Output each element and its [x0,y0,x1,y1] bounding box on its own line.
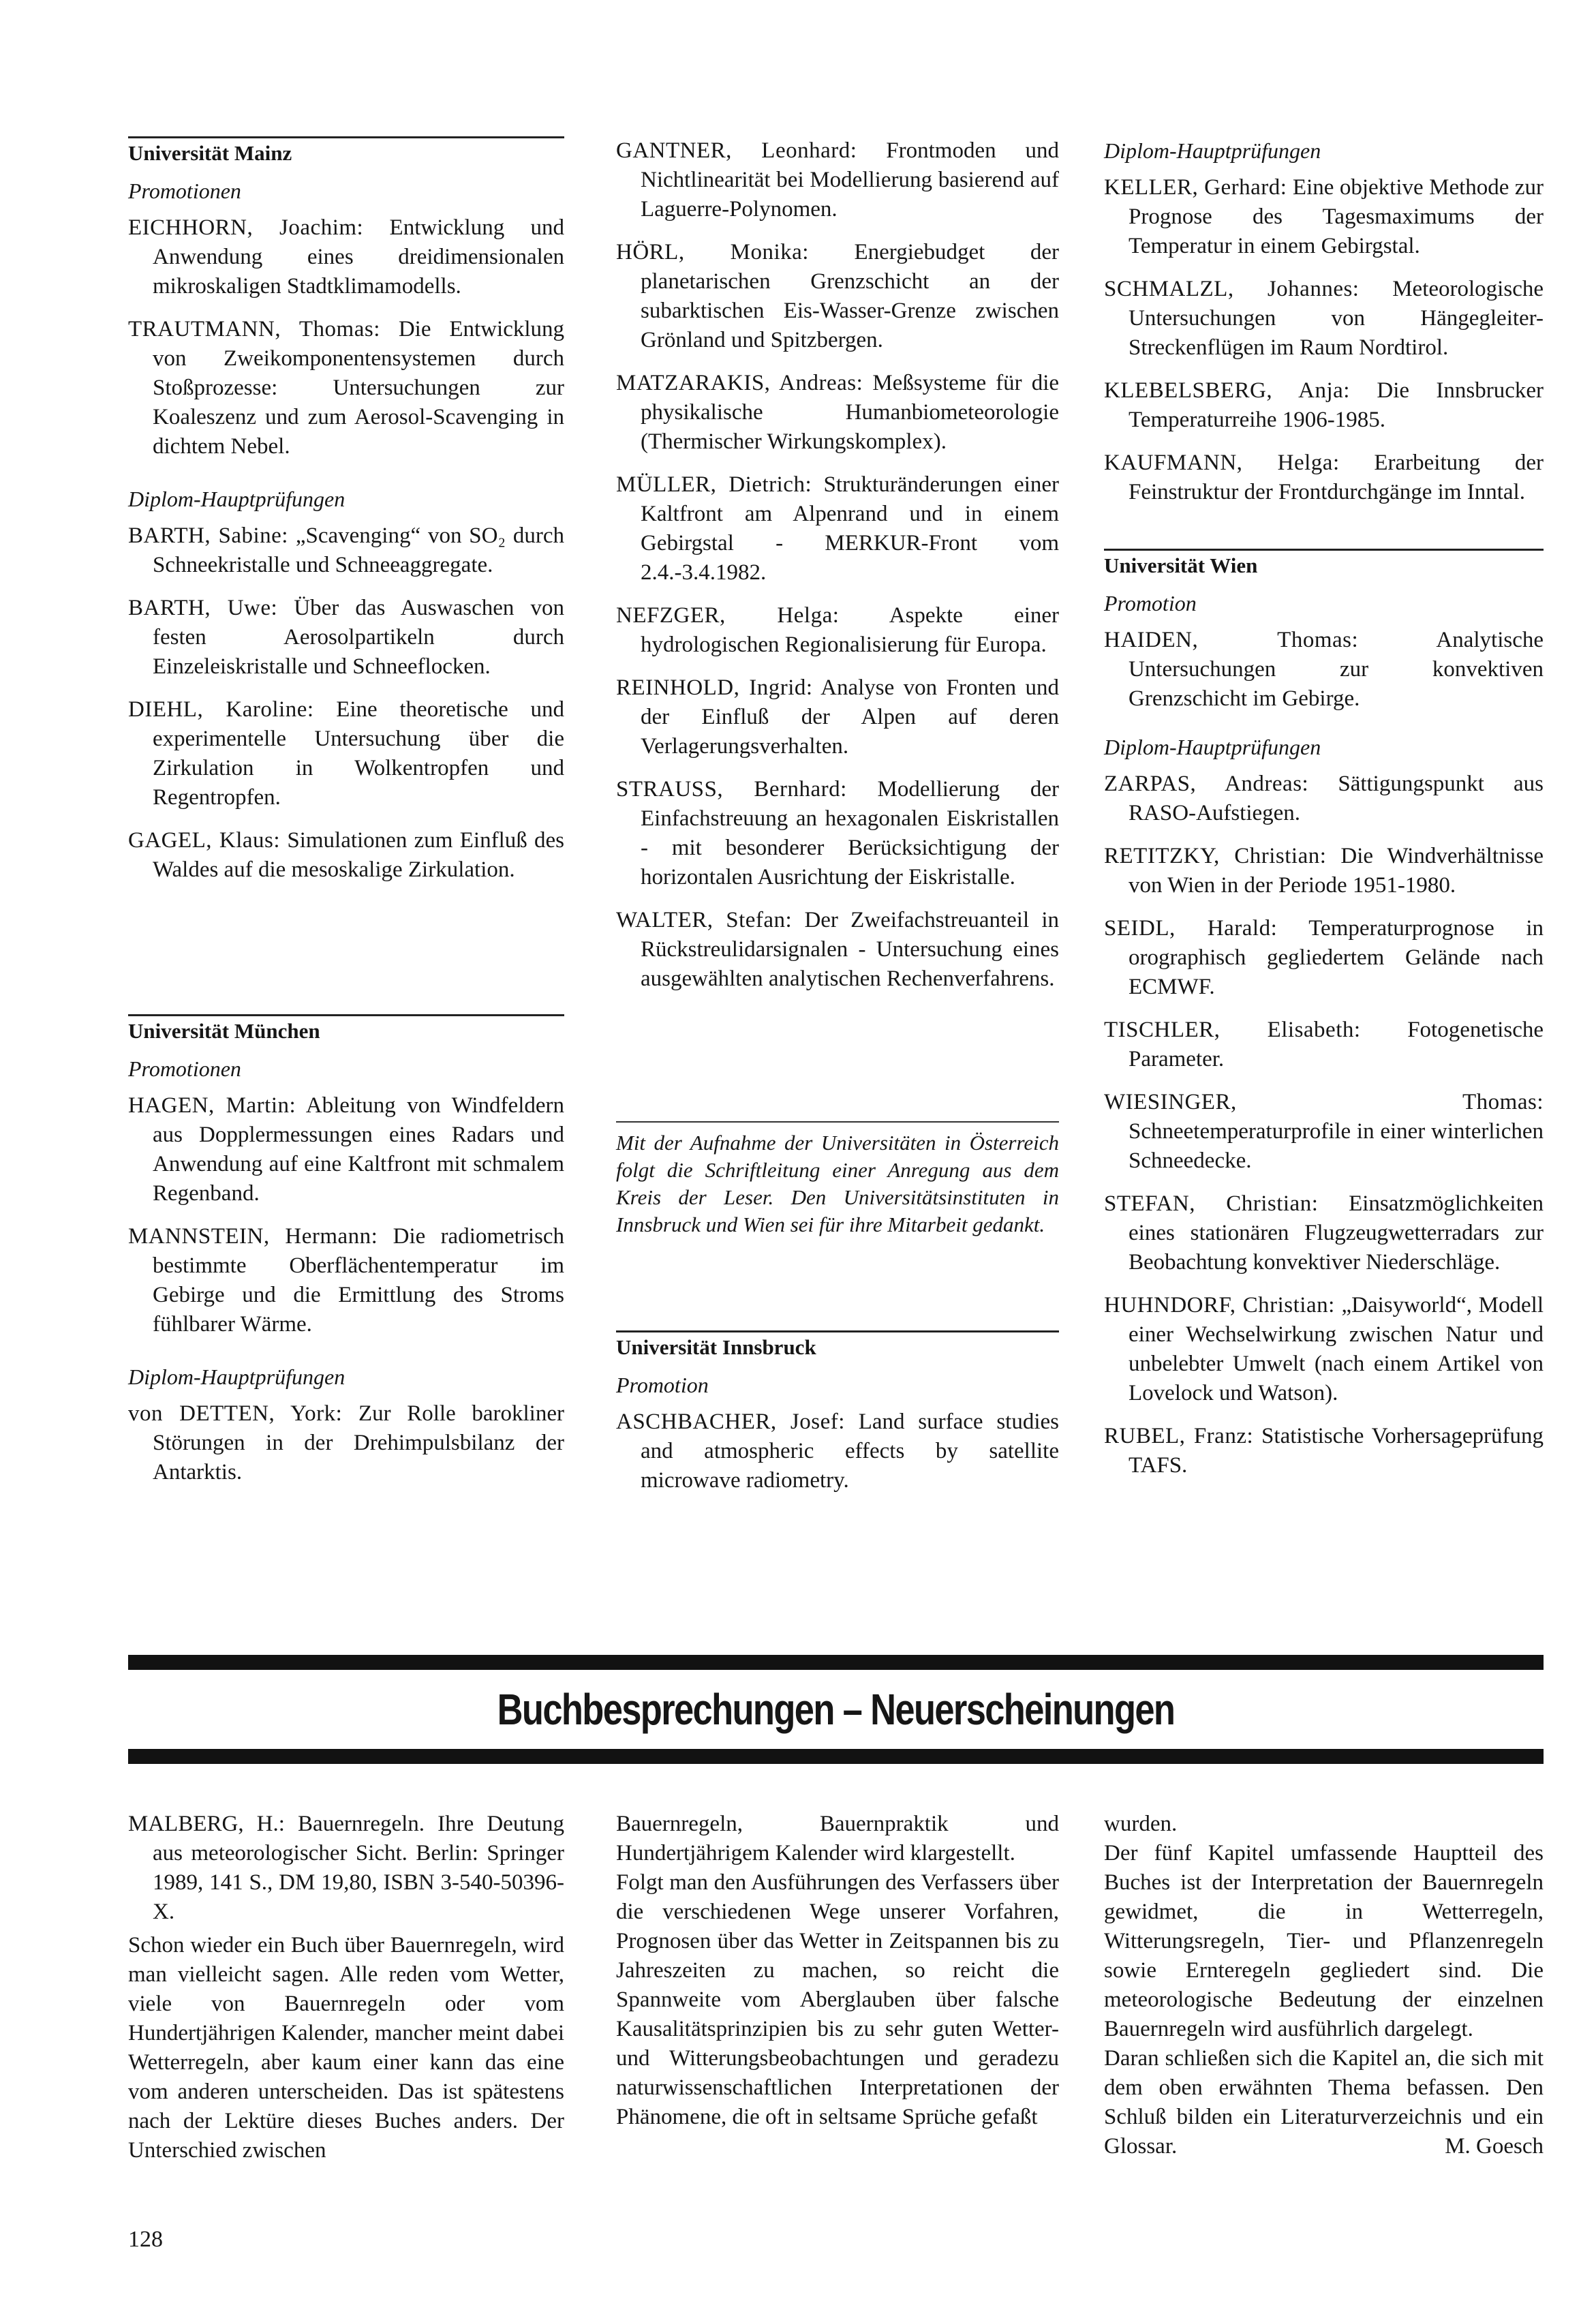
list-item: SCHMALZL, Johannes: Meteorologische Untersuchungen von Hängegleiter-Streckenflügen im Raum Nordtirol. [1104,277,1544,360]
column-3 [1104,136,1544,521]
page-number: 128 [128,2227,163,2252]
review-signature: M. Goesch [1445,2134,1544,2159]
column-1-muenchen [128,1014,564,1501]
review-column-3 [1104,1810,1544,2161]
list-item: EICHHORN, Joachim: Entwicklung und Anwendung eines dreidimensionalen mikroskaligen Stadtklimamodells. [128,215,565,299]
list-item: von DETTEN, York: Zur Rolle barokliner Störungen in der Drehimpulsbilanz der Antarktis. [128,1401,564,1484]
list-item: RETITZKY, Christian: Die Windverhältnisse von Wien in der Periode 1951-1980. [1104,844,1544,898]
column-3-wien [1104,549,1544,1494]
list-item: HÖRL, Monika: Energiebudget der planetarischen Grenzschicht an der subarktischen Eis-Wasser-Grenze zwischen Grönland und Spitzbergen. [616,240,1060,352]
muenchen-diplom-label: Diplom-Hauptprüfungen [128,1365,346,1389]
column-2 [616,136,1059,1007]
list-item: KAUFMANN, Helga: Erarbeitung der Feinstruktur der Frontdurchgänge im Inntal. [1104,451,1544,504]
heading-universitaet-innsbruck: Universität Innsbruck [616,1330,1059,1361]
list-item: MATZARAKIS, Andreas: Meßsysteme für die physikalische Humanbiometeorologie (Thermischer Wirkungskomplex). [616,371,1060,454]
wien-diplom-label: Diplom-Hauptprüfungen [1104,735,1321,759]
section-title: Buchbesprechungen – Neuerscheinungen [497,1685,1175,1734]
list-item: WIESINGER, Thomas: Schneetemperaturprofile in einer winterlichen Schneedecke. [1104,1090,1544,1173]
editorial-note: Mit der Aufnahme der Universitäten in Österreich folgt die Schriftleitung einer Anregung aus dem Kreis der Leser. Den Universitätsinstituten in Innsbruck und Wien sei für ihre Mitarbeit gedankt. [616,1121,1059,1238]
review-citation: MALBERG, H.: Bauernregeln. Ihre Deutung aus meteorologischer Sicht. Berlin: Springer 1989, 141 S., DM 19,80, ISBN 3-540-50396-X. [128,1812,564,1924]
review-paragraph: Schon wieder ein Buch über Bauernregeln, wird man vielleicht sagen. Alle reden vom Wetter, viele von Bauernregeln oder vom Hundertjährigen Kalender, mancher meint dabei Wetterregeln, aber kaum einer kann das eine vom anderen unterscheiden. Das ist spätestens nach der Lektüre dieses Buches anders. Der Unterschied zwischen [128,1933,564,2163]
heading-universitaet-muenchen: Universität München [128,1014,564,1045]
heading-universitaet-mainz: Universität Mainz [128,136,564,167]
list-item: RUBEL, Franz: Statistische Vorhersageprüfung TAFS. [1104,1424,1544,1478]
list-item: WALTER, Stefan: Der Zweifachstreuanteil in Rückstreulidarsignalen - Untersuchung eines ausgewählten analytischen Rechenverfahrens. [616,908,1060,991]
section-rule-bottom [128,1749,1544,1764]
list-item: STEFAN, Christian: Einsatzmöglichkeiten eines stationären Flugzeugwetterradars zur Beobachtung konvektiver Niederschläge. [1104,1191,1544,1275]
list-item: REINHOLD, Ingrid: Analyse von Fronten und der Einfluß der Alpen auf deren Verlagerungsverhalten. [616,675,1059,759]
heading-universitaet-wien: Universität Wien [1104,549,1544,579]
list-item: MANNSTEIN, Hermann: Die radiometrisch bestimmte Oberflächentemperatur im Gebirge und die Ermittlung des Stroms fühlbarer Wärme. [128,1224,564,1337]
section-rule-top [128,1655,1544,1670]
review-paragraph: Daran schließen sich die Kapitel an, die sich mit dem oben erwähnten Thema befassen. Den Schluß bilden ein Literaturverzeichnis und ein Glossar. M. Goesch [1104,2044,1544,2161]
list-item: KLEBELSBERG, Anja: Die Innsbrucker Temperaturreihe 1906-1985. [1104,378,1544,432]
list-item: GANTNER, Leonhard: Frontmoden und Nichtlinearität bei Modellierung basierend auf Laguerre-Polynomen. [616,138,1060,222]
review-paragraph: Bauernregeln, Bauernpraktik und Hundertjährigem Kalender wird klargestellt. [616,1812,1059,1865]
list-item: MÜLLER, Dietrich: Strukturänderungen einer Kaltfront am Alpenrand und in einem Gebirgstal - MERKUR-Front vom 2.4.-3.4.1982. [616,472,1059,585]
list-item: TISCHLER, Elisabeth: Fotogenetische Parameter. [1104,1018,1544,1071]
list-item: GAGEL, Klaus: Simulationen zum Einfluß des Waldes auf die mesoskalige Zirkulation. [128,828,565,882]
muenchen-promotionen-label: Promotionen [128,1056,241,1081]
column-2-innsbruck [616,1330,1059,1509]
list-item: SEIDL, Harald: Temperaturprognose in orographisch gegliedertem Gelände nach ECMWF. [1104,916,1544,999]
review-paragraph: Der fünf Kapitel umfassende Hauptteil des Buches ist der Interpretation der Bauernregeln gewidmet, die in Wetterregeln, Witterungsregeln, Tier- und Pflanzenregeln sowie Ernteregeln gegliedert sind. Die meteorologische Bedeutung der einzelnen Bauernregeln wird ausführlich dargelegt. [1104,1841,1544,2041]
list-item: HUHNDORF, Christian: „Daisyworld“, Modell einer Wechselwirkung zwischen Natur und unbelebter Umwelt (nach einem Artikel von Lovelock und Watson). [1104,1293,1544,1405]
list-item: TRAUTMANN, Thomas: Die Entwicklung von Zweikomponentensystemen durch Stoßprozesse: Untersuchungen zur Koaleszenz und zum Aerosol-Scavenging in dichtem Nebel. [128,317,565,459]
list-item: DIEHL, Karoline: Eine theoretische und experimentelle Untersuchung über die Zirkulation in Wolkentropfen und Regentropfen. [128,697,564,810]
mainz-diplom-label: Diplom-Hauptprüfungen [128,487,346,511]
mainz-promotionen-label: Promotionen [128,179,241,203]
list-item: BARTH, Sabine: „Scavenging“ von SO₂ durch Schneekristalle und Schneeaggregate. [128,523,564,577]
list-item: ZARPAS, Andreas: Sättigungspunkt aus RASO-Aufstiegen. [1104,772,1544,825]
list-item: NEFZGER, Helga: Aspekte einer hydrologischen Regionalisierung für Europa. [616,603,1060,657]
innsbruck-diplom-label: Diplom-Hauptprüfungen [1104,138,1321,163]
review-paragraph: Folgt man den Ausführungen des Verfassers über die verschiedenen Wege unserer Vorfahren, Prognosen über das Wetter in Zeitspannen bis zu Jahreszeiten zu machen, so reicht die Spannweite vom Aberglauben über falsche Kausalitätsprinzipien bis zu sehr guten Wetter- und Witterungsbeobachtungen und geradezu naturwissenschaftlichen Interpretationen der Phänomene, die oft in seltsame Sprüche gefaßt [616,1870,1059,2129]
review-paragraph: wurden. [1104,1812,1178,1836]
list-item: KELLER, Gerhard: Eine objektive Methode zur Prognose des Tagesmaximums der Temperatur in einem Gebirgstal. [1104,175,1544,258]
column-1 [128,136,564,898]
wien-promotion-label: Promotion [1104,591,1197,615]
list-item: STRAUSS, Bernhard: Modellierung der Einfachstreuung an hexagonalen Eiskristallen - mit besonderer Berücksichtigung der horizontalen Ausrichtung der Eiskristalle. [616,777,1060,889]
column-2-note [616,1121,1059,1238]
review-column-1 [128,1810,564,2165]
list-item: ASCHBACHER, Josef: Land surface studies and atmospheric effects by satellite microwave radiometry. [616,1410,1059,1493]
list-item: HAIDEN, Thomas: Analytische Untersuchungen zur konvektiven Grenzschicht im Gebirge. [1104,628,1544,711]
list-item: BARTH, Uwe: Über das Auswaschen von festen Aerosolpartikeln durch Einzeleiskristalle und Schneeflocken. [128,596,564,679]
review-column-2 [616,1810,1059,2132]
innsbruck-promotion-label: Promotion [616,1373,709,1397]
list-item: HAGEN, Martin: Ableitung von Windfeldern aus Dopplermessungen eines Radars und Anwendung auf eine Kaltfront mit schmalem Regenband. [128,1093,565,1206]
